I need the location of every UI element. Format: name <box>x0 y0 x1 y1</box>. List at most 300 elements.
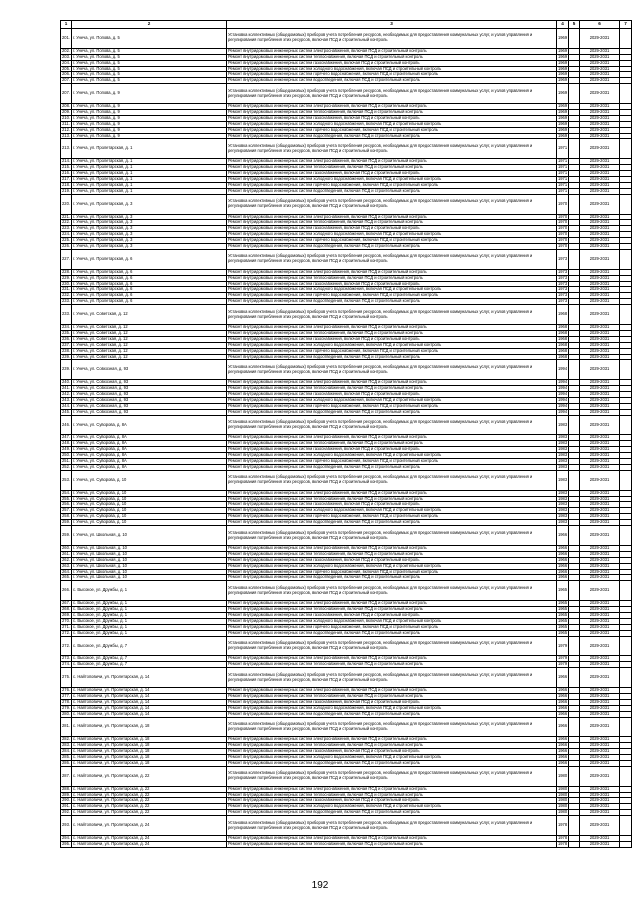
header-cell: 1 <box>61 21 72 29</box>
period-cell: 2029-2031 <box>580 810 620 816</box>
work-type-cell: Установка коллективных (общедомовых) приборов учета потребления ресурсов, необходимых для предоставления коммунальных услуг, и узлов управления и регулирования потребления этих ресурсов, включая ПСД и строительный контроль <box>227 139 557 159</box>
work-type-cell: Ремонт внутридомовых инженерных систем горячего водоснабжения, включая ПСД и строительный контроль <box>227 238 557 244</box>
work-type-cell: Установка коллективных (общедомовых) приборов учета потребления ресурсов, необходимых для предоставления коммунальных услуг, и узлов управления и регулирования потребления этих ресурсов, включая ПСД и строительный контроль <box>227 249 557 269</box>
period-cell: 2029-2031 <box>580 194 620 214</box>
empty-cell <box>569 305 580 325</box>
year-cell: 1965 <box>558 618 568 623</box>
row-number: 286. <box>62 760 70 765</box>
address-cell: с. Высокое, ул. Дружбы, д. 7 <box>72 656 227 662</box>
address-cell: г. Унеча, ул. Школьная, д. 10 <box>72 569 227 575</box>
year-cell: 1994 <box>558 379 568 385</box>
year-cell: 1966 <box>558 736 568 742</box>
row-number: 229. <box>62 275 70 280</box>
period-cell: 2029-2031 <box>580 545 620 551</box>
period-cell: 2029-2031 <box>580 397 620 403</box>
year-cell: 1969 <box>558 115 568 120</box>
address-cell: с. Высокое, ул. Дружбы, д. 7 <box>72 636 227 656</box>
row-number: 236. <box>62 336 70 341</box>
row-number: 242. <box>62 391 70 397</box>
work-type-cell: Ремонт внутридомовых инженерных систем холодного водоснабжения, включая ПСД и строительный контроль <box>227 705 557 711</box>
page-number: 192 <box>311 880 329 891</box>
row-number: 255. <box>62 496 70 501</box>
row-number: 265. <box>62 574 70 580</box>
period-cell: 2029-2031 <box>580 299 620 305</box>
year-cell: 1966 <box>557 668 569 688</box>
year-cell: 1966 <box>558 748 568 754</box>
row-number: 262. <box>62 557 70 562</box>
work-type-cell: Ремонт внутридомовых инженерных систем электроснабжения, включая ПСД и строительный контроль <box>227 214 557 220</box>
row-number: 254. <box>62 490 70 495</box>
work-type-cell: Ремонт внутридомовых инженерных систем горячего водоснабжения, включая ПСД и строительный контроль <box>227 182 557 188</box>
address-cell: г. Унеча, ул. Суворова, д. 8А <box>72 441 227 447</box>
row-number: 295. <box>62 841 70 846</box>
row-number: 206. <box>62 71 70 77</box>
period-cell: 2029-2031 <box>580 159 620 165</box>
empty-cell <box>620 636 632 656</box>
year-cell: 1983 <box>558 446 568 452</box>
period-cell: 2029-2031 <box>580 711 620 717</box>
work-type-cell: Ремонт внутридомовых инженерных систем водоотведения, включая ПСД и строительный контроль <box>227 630 557 636</box>
year-cell: 1970 <box>558 214 568 219</box>
year-cell: 1983 <box>557 470 569 490</box>
period-cell: 2029-2031 <box>580 743 620 749</box>
work-type-cell: Ремонт внутридомовых инженерных систем горячего водоснабжения, включая ПСД и строительный контроль <box>227 403 557 409</box>
row-number: 230. <box>62 281 70 286</box>
row-number: 248. <box>62 440 70 446</box>
row-number: 213. <box>61 139 72 159</box>
period-cell: 2029-2031 <box>580 798 620 804</box>
year-cell: 1966 <box>558 574 568 580</box>
year-cell: 1971 <box>558 176 568 181</box>
period-cell: 2029-2031 <box>580 415 620 435</box>
row-number: 272. <box>61 636 72 656</box>
header-cell: 4 <box>557 21 569 29</box>
row-number: 207. <box>61 84 72 104</box>
period-cell: 2029-2031 <box>580 324 620 330</box>
address-cell: с. Высокое, ул. Дружбы, д. 1 <box>72 581 227 601</box>
year-cell: 1983 <box>558 490 568 495</box>
address-cell: г. Унеча, ул. Суворова, д. 10 <box>72 520 227 526</box>
period-cell: 2029-2031 <box>580 409 620 415</box>
address-cell: г. Унеча, ул. Пролетарская, д. 3 <box>72 194 227 214</box>
address-cell: с. Высокое, ул. Дружбы, д. 1 <box>72 618 227 624</box>
row-number: 244. <box>62 403 70 408</box>
address-cell: г. Унеча, ул. Суворова, д. 8А <box>72 447 227 453</box>
row-number: 289. <box>62 792 70 797</box>
table-row <box>61 29 632 49</box>
period-cell: 2029-2031 <box>580 607 620 613</box>
period-cell: 2029-2031 <box>580 699 620 705</box>
address-cell: г. Унеча, ул. Пролетарская, д. 3 <box>72 226 227 232</box>
work-type-cell: Установка коллективных (общедомовых) приборов учета потребления ресурсов, необходимых для предоставления коммунальных услуг, и узлов управления и регулирования потребления этих ресурсов, включая ПСД и строительный контроль <box>227 360 557 380</box>
row-number: 235. <box>62 330 70 335</box>
address-cell: с. Высокое, ул. Дружбы, д. 1 <box>72 607 227 613</box>
address-cell: г. Унеча, ул. Пролетарская, д. 3 <box>72 214 227 220</box>
row-number: 269. <box>62 612 70 617</box>
work-type-cell: Ремонт внутридомовых инженерных систем теплоснабжения, включая ПСД и строительный контроль <box>227 386 557 392</box>
period-cell: 2029-2031 <box>580 766 620 786</box>
address-cell: г. Унеча, ул. Попова, д. 9 <box>72 104 227 110</box>
period-cell: 2029-2031 <box>580 238 620 244</box>
row-number: 203. <box>62 54 70 59</box>
work-type-cell: Ремонт внутридомовых инженерных систем электроснабжения, включая ПСД и строительный контроль <box>227 656 557 662</box>
year-cell: 1983 <box>557 415 569 435</box>
period-cell: 2029-2031 <box>580 508 620 514</box>
address-cell: г. Унеча, ул. Пролетарская, д. 6 <box>72 281 227 287</box>
address-cell: г. Унеча, ул. Пролетарская, д. 1 <box>72 188 227 194</box>
empty-cell <box>569 766 580 786</box>
year-cell: 1971 <box>558 170 568 176</box>
row-number: 281. <box>61 717 72 737</box>
empty-cell <box>569 139 580 159</box>
year-cell: 1973 <box>558 298 568 304</box>
year-cell: 1969 <box>558 133 568 138</box>
address-cell: г. Унеча, ул. Пролетарская, д. 3 <box>72 232 227 238</box>
period-cell: 2029-2031 <box>580 551 620 557</box>
row-number: 284. <box>62 748 70 754</box>
period-cell: 2029-2031 <box>580 176 620 182</box>
period-cell: 2029-2031 <box>580 165 620 171</box>
period-cell: 2029-2031 <box>580 447 620 453</box>
address-cell: г. Унеча, ул. Школьная, д. 10 <box>72 526 227 546</box>
work-type-cell: Ремонт внутридомовых инженерных систем газоснабжения, включая ПСД и строительный контроль <box>227 226 557 232</box>
capital-repair-table <box>60 20 632 848</box>
address-cell: г. Унеча, ул. Пролетарская, д. 6 <box>72 293 227 299</box>
work-type-cell: Ремонт внутридомовых инженерных систем газоснабжения, включая ПСД и строительный контроль <box>227 171 557 177</box>
row-number: 210. <box>62 115 70 120</box>
address-cell: г. Унеча, ул. Школьная, д. 10 <box>72 557 227 563</box>
row-number: 258. <box>62 513 70 519</box>
address-cell: г. Унеча, ул. Попова, д. 9 <box>72 115 227 121</box>
row-number: 282. <box>62 736 70 742</box>
address-cell: г. Унеча, ул. Пролетарская, д. 1 <box>72 159 227 165</box>
year-cell: 1965 <box>558 612 568 617</box>
row-number: 290. <box>62 797 70 803</box>
address-cell: с. Высокое, ул. Дружбы, д. 1 <box>72 630 227 636</box>
period-cell: 2029-2031 <box>580 792 620 798</box>
work-type-cell: Ремонт внутридомовых инженерных систем газоснабжения, включая ПСД и строительный контроль <box>227 557 557 563</box>
period-cell: 2029-2031 <box>580 470 620 490</box>
work-type-cell: Ремонт внутридомовых инженерных систем теплоснабжения, включая ПСД и строительный контроль <box>227 54 557 60</box>
empty-cell <box>569 526 580 546</box>
work-type-cell: Ремонт внутридомовых инженерных систем горячего водоснабжения, включая ПСД и строительный контроль <box>227 624 557 630</box>
row-number: 294. <box>62 835 70 840</box>
row-number: 259. <box>61 526 72 546</box>
period-cell: 2029-2031 <box>580 386 620 392</box>
year-cell: 1978 <box>557 816 569 836</box>
address-cell: г. Унеча, ул. Суворова, д. 10 <box>72 470 227 490</box>
work-type-cell: Установка коллективных (общедомовых) приборов учета потребления ресурсов, необходимых для предоставления коммунальных услуг, и узлов управления и регулирования потребления этих ресурсов, включая ПСД и строительный контроль <box>227 766 557 786</box>
work-type-cell: Ремонт внутридомовых инженерных систем электроснабжения, включая ПСД и строительный контроль <box>227 380 557 386</box>
year-cell: 1969 <box>557 29 569 49</box>
period-cell: 2029-2031 <box>580 705 620 711</box>
row-number: 276. <box>62 687 70 692</box>
work-type-cell: Ремонт внутридомовых инженерных систем теплоснабжения, включая ПСД и строительный контроль <box>227 441 557 447</box>
row-number: 279. <box>62 705 70 710</box>
period-cell: 2029-2031 <box>580 835 620 841</box>
empty-cell <box>620 526 632 546</box>
period-cell: 2029-2031 <box>580 755 620 761</box>
row-number: 287. <box>61 766 72 786</box>
address-cell: г. Унеча, ул. Суворова, д. 8А <box>72 415 227 435</box>
address-cell: г. Унеча, ул. Совхозная, д. 93 <box>72 360 227 380</box>
address-cell: г. Унеча, ул. Совхозная, д. 93 <box>72 386 227 392</box>
period-cell: 2029-2031 <box>580 575 620 581</box>
work-type-cell: Ремонт внутридомовых инженерных систем теплоснабжения, включая ПСД и строительный контроль <box>227 662 557 668</box>
year-cell: 1979 <box>558 661 568 667</box>
table-row <box>61 526 632 546</box>
address-cell: г. Унеча, ул. Пролетарская, д. 3 <box>72 238 227 244</box>
period-cell: 2029-2031 <box>580 249 620 269</box>
row-number: 256. <box>62 501 70 507</box>
year-cell: 1966 <box>557 717 569 737</box>
period-cell: 2029-2031 <box>580 496 620 502</box>
work-type-cell: Ремонт внутридомовых инженерных систем водоотведения, включая ПСД и строительный контроль <box>227 354 557 360</box>
year-cell: 1978 <box>558 835 568 840</box>
table-row <box>61 717 632 737</box>
empty-cell <box>620 305 632 325</box>
work-type-cell: Ремонт внутридомовых инженерных систем теплоснабжения, включая ПСД и строительный контроль <box>227 607 557 613</box>
table-row <box>61 841 632 847</box>
address-cell: г. Унеча, ул. Суворова, д. 10 <box>72 508 227 514</box>
empty-cell <box>620 415 632 435</box>
year-cell: 1966 <box>558 760 568 765</box>
year-cell: 1969 <box>557 84 569 104</box>
address-cell: с. Найтоповичи, ул. Пролетарская, д. 14 <box>72 687 227 693</box>
empty-cell <box>569 249 580 269</box>
address-cell: г. Унеча, ул. Пролетарская, д. 1 <box>72 176 227 182</box>
address-cell: с. Найтоповичи, ул. Пролетарская, д. 24 <box>72 841 227 847</box>
year-cell: 1970 <box>557 194 569 214</box>
work-type-cell: Установка коллективных (общедомовых) приборов учета потребления ресурсов, необходимых для предоставления коммунальных услуг, и узлов управления и регулирования потребления этих ресурсов, включая ПСД и строительный контроль <box>227 415 557 435</box>
year-cell: 1969 <box>558 109 568 114</box>
address-cell: г. Унеча, ул. Совхозная, д. 93 <box>72 380 227 386</box>
period-cell: 2029-2031 <box>580 78 620 84</box>
row-number: 259. <box>62 519 70 525</box>
row-number: 273. <box>62 655 70 661</box>
address-cell: г. Унеча, ул. Пролетарская, д. 6 <box>72 287 227 293</box>
work-type-cell: Ремонт внутридомовых инженерных систем теплоснабжения, включая ПСД и строительный контроль <box>227 109 557 115</box>
work-type-cell: Ремонт внутридомовых инженерных систем водоотведения, включая ПСД и строительный контроль <box>227 464 557 470</box>
address-cell: с. Высокое, ул. Дружбы, д. 1 <box>72 612 227 618</box>
row-number: 227. <box>61 249 72 269</box>
row-number: 207. <box>62 77 70 83</box>
period-cell: 2029-2031 <box>580 127 620 133</box>
row-number: 223. <box>62 225 70 231</box>
address-cell: с. Найтоповичи, ул. Пролетарская, д. 22 <box>72 798 227 804</box>
address-cell: г. Унеча, ул. Совхозная, д. 93 <box>72 397 227 403</box>
year-cell: 1966 <box>558 687 568 692</box>
row-number: 292. <box>62 809 70 815</box>
row-number: 233. <box>62 298 70 304</box>
address-cell: с. Найтоповичи, ул. Пролетарская, д. 24 <box>72 835 227 841</box>
year-cell: 1973 <box>558 269 568 274</box>
period-cell: 2029-2031 <box>580 435 620 441</box>
period-cell: 2029-2031 <box>580 514 620 520</box>
year-cell: 1971 <box>557 139 569 159</box>
work-type-cell: Установка коллективных (общедомовых) приборов учета потребления ресурсов, необходимых для предоставления коммунальных услуг, и узлов управления и регулирования потребления этих ресурсов, включая ПСД и строительный контроль <box>227 305 557 325</box>
empty-cell <box>569 841 580 847</box>
row-number: 219. <box>62 188 70 193</box>
period-cell: 2029-2031 <box>580 717 620 737</box>
address-cell: г. Унеча, ул. Пролетарская, д. 6 <box>72 275 227 281</box>
work-type-cell: Ремонт внутридомовых инженерных систем газоснабжения, включая ПСД и строительный контроль <box>227 392 557 398</box>
row-number: 217. <box>62 176 70 181</box>
address-cell: г. Унеча, ул. Советская, д. 12 <box>72 336 227 342</box>
year-cell: 1966 <box>557 526 569 546</box>
row-number: 261. <box>62 551 70 556</box>
period-cell: 2029-2031 <box>580 214 620 220</box>
table-row <box>61 415 632 435</box>
address-cell: с. Найтоповичи, ул. Пролетарская, д. 18 <box>72 717 227 737</box>
empty-cell <box>569 84 580 104</box>
address-cell: г. Унеча, ул. Школьная, д. 10 <box>72 551 227 557</box>
empty-cell <box>569 636 580 656</box>
work-type-cell: Установка коллективных (общедомовых) приборов учета потребления ресурсов, необходимых для предоставления коммунальных услуг, и узлов управления и регулирования потребления этих ресурсов, включая ПСД и строительный контроль <box>227 717 557 737</box>
period-cell: 2029-2031 <box>580 630 620 636</box>
work-type-cell: Ремонт внутридомовых инженерных систем холодного водоснабжения, включая ПСД и строительный контроль <box>227 755 557 761</box>
work-type-cell: Ремонт внутридомовых инженерных систем теплоснабжения, включая ПСД и строительный контроль <box>227 792 557 798</box>
year-cell: 1970 <box>558 225 568 231</box>
row-number: 211. <box>62 121 70 126</box>
year-cell: 1994 <box>557 360 569 380</box>
work-type-cell: Ремонт внутридомовых инженерных систем холодного водоснабжения, включая ПСД и строительный контроль <box>227 508 557 514</box>
work-type-cell: Ремонт внутридомовых инженерных систем холодного водоснабжения, включая ПСД и строительный контроль <box>227 176 557 182</box>
address-cell: г. Унеча, ул. Советская, д. 12 <box>72 354 227 360</box>
period-cell: 2029-2031 <box>580 520 620 526</box>
year-cell: 1983 <box>558 507 568 513</box>
year-cell: 1966 <box>558 705 568 710</box>
year-cell: 1965 <box>558 624 568 629</box>
year-cell: 1965 <box>558 606 568 612</box>
address-cell: с. Высокое, ул. Дружбы, д. 7 <box>72 662 227 668</box>
year-cell: 1971 <box>558 164 568 170</box>
period-cell: 2029-2031 <box>580 287 620 293</box>
work-type-cell: Ремонт внутридомовых инженерных систем горячего водоснабжения, включая ПСД и строительный контроль <box>227 459 557 465</box>
period-cell: 2029-2031 <box>580 380 620 386</box>
work-type-cell: Ремонт внутридомовых инженерных систем газоснабжения, включая ПСД и строительный контроль <box>227 699 557 705</box>
work-type-cell: Ремонт внутридомовых инженерных систем водоотведения, включая ПСД и строительный контроль <box>227 575 557 581</box>
year-cell: 1970 <box>558 219 568 225</box>
period-cell: 2029-2031 <box>580 104 620 110</box>
address-cell: г. Унеча, ул. Попова, д. 5 <box>72 54 227 60</box>
empty-cell <box>569 816 580 836</box>
empty-cell <box>620 84 632 104</box>
row-number: 268. <box>62 606 70 612</box>
period-cell: 2029-2031 <box>580 737 620 743</box>
work-type-cell: Ремонт внутридомовых инженерных систем газоснабжения, включая ПСД и строительный контроль <box>227 60 557 66</box>
work-type-cell: Ремонт внутридомовых инженерных систем горячего водоснабжения, включая ПСД и строительный контроль <box>227 569 557 575</box>
period-cell: 2029-2031 <box>580 392 620 398</box>
row-number: 239. <box>61 360 72 380</box>
period-cell: 2029-2031 <box>580 459 620 465</box>
empty-cell <box>620 360 632 380</box>
address-cell: г. Унеча, ул. Совхозная, д. 93 <box>72 403 227 409</box>
address-cell: г. Унеча, ул. Пролетарская, д. 6 <box>72 269 227 275</box>
period-cell: 2029-2031 <box>580 403 620 409</box>
address-cell: г. Унеча, ул. Попова, д. 5 <box>72 48 227 54</box>
address-cell: с. Найтоповичи, ул. Пролетарская, д. 22 <box>72 766 227 786</box>
row-number: 201. <box>61 29 72 49</box>
empty-cell <box>569 668 580 688</box>
year-cell: 1983 <box>558 452 568 458</box>
row-number: 278. <box>62 699 70 704</box>
work-type-cell: Ремонт внутридомовых инженерных систем водоотведения, включая ПСД и строительный контроль <box>227 409 557 415</box>
address-cell: г. Унеча, ул. Попова, д. 9 <box>72 127 227 133</box>
year-cell: 1966 <box>558 754 568 760</box>
row-number: 225. <box>62 237 70 243</box>
year-cell: 1994 <box>558 397 568 402</box>
row-number: 275. <box>61 668 72 688</box>
period-cell: 2029-2031 <box>580 816 620 836</box>
year-cell: 1971 <box>558 188 568 193</box>
year-cell: 1966 <box>558 711 568 716</box>
row-number: 267. <box>62 600 70 606</box>
empty-cell <box>569 360 580 380</box>
address-cell: с. Найтоповичи, ул. Пролетарская, д. 22 <box>72 804 227 810</box>
row-number: 283. <box>62 742 70 748</box>
address-cell: с. Найтоповичи, ул. Пролетарская, д. 22 <box>72 792 227 798</box>
row-number: 226. <box>62 243 70 249</box>
work-type-cell: Ремонт внутридомовых инженерных систем теплоснабжения, включая ПСД и строительный контроль <box>227 275 557 281</box>
year-cell: 1983 <box>558 440 568 446</box>
year-cell: 1969 <box>558 54 568 59</box>
work-type-cell: Ремонт внутридомовых инженерных систем электроснабжения, включая ПСД и строительный контроль <box>227 545 557 551</box>
year-cell: 1966 <box>558 545 568 550</box>
period-cell: 2029-2031 <box>580 502 620 508</box>
period-cell: 2029-2031 <box>580 244 620 250</box>
period-cell: 2029-2031 <box>580 188 620 194</box>
work-type-cell: Ремонт внутридомовых инженерных систем теплоснабжения, включая ПСД и строительный контроль <box>227 551 557 557</box>
address-cell: с. Найтоповичи, ул. Пролетарская, д. 18 <box>72 743 227 749</box>
header-cell: 2 <box>72 21 227 29</box>
year-cell: 1966 <box>558 742 568 748</box>
year-cell: 1968 <box>558 330 568 335</box>
year-cell: 1983 <box>558 513 568 519</box>
address-cell: г. Унеча, ул. Попова, д. 5 <box>72 66 227 72</box>
address-cell: с. Найтоповичи, ул. Пролетарская, д. 14 <box>72 668 227 688</box>
year-cell: 1966 <box>558 563 568 568</box>
row-number: 216. <box>62 170 70 176</box>
row-number: 228. <box>62 269 70 274</box>
period-cell: 2029-2031 <box>580 348 620 354</box>
work-type-cell: Ремонт внутридомовых инженерных систем электроснабжения, включая ПСД и строительный контроль <box>227 687 557 693</box>
work-type-cell: Ремонт внутридомовых инженерных систем горячего водоснабжения, включая ПСД и строительный контроль <box>227 72 557 78</box>
year-cell: 1969 <box>558 48 568 53</box>
period-cell: 2029-2031 <box>580 133 620 139</box>
year-cell: 1971 <box>558 182 568 187</box>
work-type-cell: Ремонт внутридомовых инженерных систем теплоснабжения, включая ПСД и строительный контроль <box>227 220 557 226</box>
row-number: 285. <box>62 754 70 760</box>
row-number: 238. <box>62 348 70 353</box>
work-type-cell: Ремонт внутридомовых инженерных систем горячего водоснабжения, включая ПСД и строительный контроль <box>227 293 557 299</box>
address-cell: г. Унеча, ул. Пролетарская, д. 6 <box>72 249 227 269</box>
work-type-cell: Ремонт внутридомовых инженерных систем теплоснабжения, включая ПСД и строительный контроль <box>227 496 557 502</box>
period-cell: 2029-2031 <box>580 601 620 607</box>
work-type-cell: Ремонт внутридомовых инженерных систем теплоснабжения, включая ПСД и строительный контроль <box>227 165 557 171</box>
empty-cell <box>569 717 580 737</box>
row-number: 280. <box>62 711 70 716</box>
work-type-cell: Установка коллективных (общедомовых) приборов учета потребления ресурсов, необходимых для предоставления коммунальных услуг, и узлов управления и регулирования потребления этих ресурсов, включая ПСД и строительный контроль <box>227 194 557 214</box>
year-cell: 1979 <box>558 655 568 661</box>
period-cell: 2029-2031 <box>580 612 620 618</box>
address-cell: г. Унеча, ул. Совхозная, д. 93 <box>72 409 227 415</box>
year-cell: 1973 <box>558 292 568 298</box>
work-type-cell: Ремонт внутридомовых инженерных систем водоотведения, включая ПСД и строительный контроль <box>227 188 557 194</box>
empty-cell <box>620 841 632 847</box>
work-type-cell: Ремонт внутридомовых инженерных систем холодного водоснабжения, включая ПСД и строительный контроль <box>227 121 557 127</box>
year-cell: 1969 <box>558 127 568 132</box>
